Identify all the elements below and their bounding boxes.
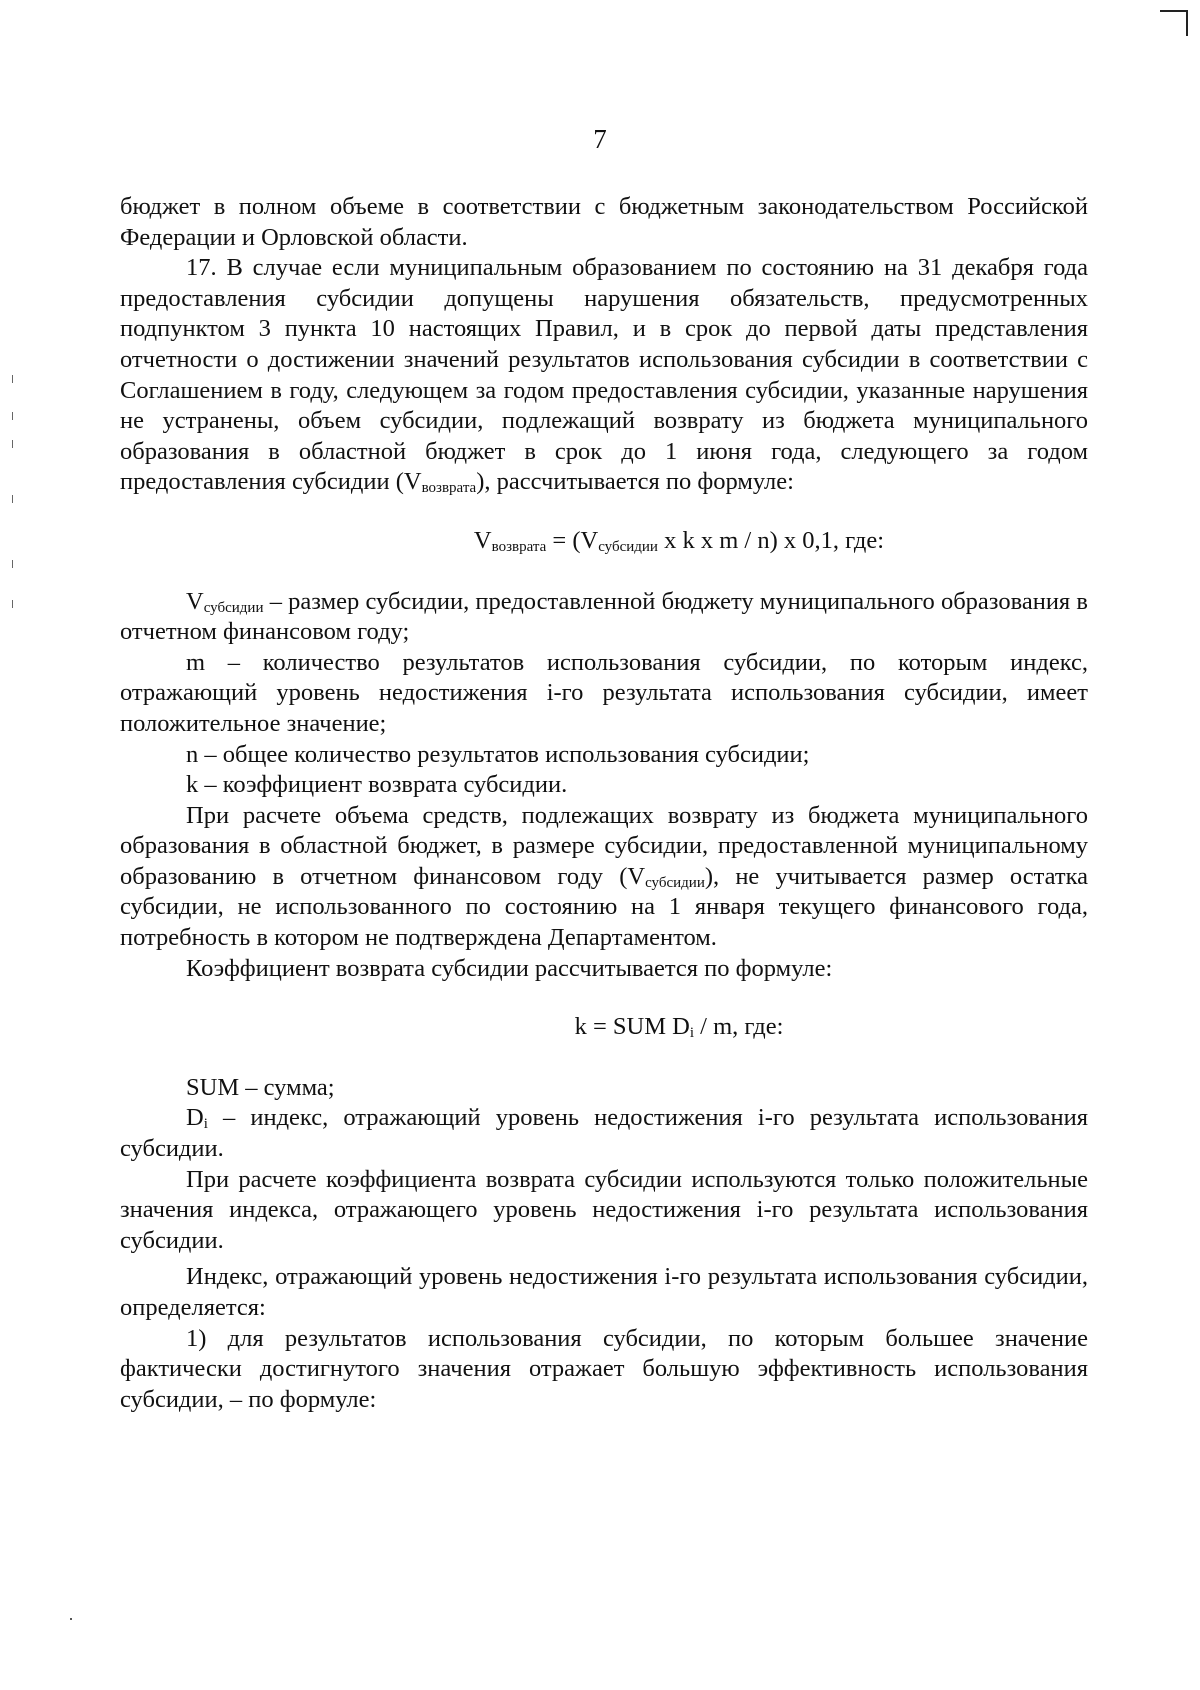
scan-artifact — [12, 560, 13, 568]
definition-di: $D_i$ – индекс, отражающий уровень недостижения i-го результата использования субсидии. — [120, 1104, 1088, 1163]
scan-artifact — [12, 375, 13, 383]
definition-k: k – коэффициент возврата субсидии. — [186, 771, 568, 799]
formula-coefficient: k = SUM $D_i$ / m, где: — [574, 1013, 784, 1042]
definition-m: m – количество результатов использования субсидии, по которым индекс, отражающий уровень недостижения i-го результата использования субсидии, имеет положительное значение; — [120, 648, 1088, 737]
formula-refund-volume: $V_{возврата} = (V_{субсидии}$ x k x m / n) x 0,1, где: — [473, 526, 885, 555]
scan-artifact — [12, 412, 13, 420]
document-body — [120, 192, 1088, 1415]
scan-corner-mark — [1160, 10, 1188, 36]
paragraph-positive-values: При расчете коэффициента возврата субсидии используются только положительные значения индекса, отражающего уровень недостижения i-го результата использования субсидии. — [120, 1165, 1088, 1254]
scan-artifact — [12, 440, 13, 448]
list-item-1: 1) для результатов использования субсидии, по которым большее значение фактически достигнутого значения отражает большую эффективность использования субсидии, – по формуле: — [120, 1324, 1088, 1413]
definition-v-subsidy: $V_{субсидии}$ – размер субсидии, предоставленной бюджету муниципального образования в отчетном финансовом году; — [120, 587, 1088, 646]
scan-artifact — [12, 495, 13, 503]
page-number: 7 — [593, 124, 607, 154]
scan-artifact — [12, 600, 13, 608]
definition-n: n – общее количество результатов использования субсидии; — [186, 740, 810, 768]
paragraph-coefficient-intro: Коэффициент возврата субсидии рассчитывается по формуле: — [186, 954, 833, 982]
paragraph-calculation-note: При расчете объема средств, подлежащих возврату из бюджета муниципального образования в областной бюджет, в размере субсидии, предоставленной муниципальному образованию в отчетном финансовом году $(V_{субсидии})$, не учитывается размер остатка субсидии, не использованного по состоянию на 1 января текущего финансового года, потребность в котором не подтверждена Департаментом. — [120, 801, 1088, 952]
definition-sum: SUM – сумма; — [186, 1073, 335, 1101]
paragraph-clause-17: 17. В случае если муниципальным образованием по состоянию на 31 декабря года предоставления субсидии допущены нарушения обязательств, предусмотренных подпунктом 3 пункта 10 настоящих Правил, и в срок до первой даты представления отчетности о достижении значений результатов использования субсидии в соответствии с Соглашением в году, следующем за годом предоставления субсидии, указанные нарушения не устранены, объем субсидии, подлежащий возврату из бюджета муниципального образования в областной бюджет в срок до 1 июня года, следующего за годом предоставления субсидии $(V_{возврата})$, рассчитывается по формуле: — [120, 254, 1088, 497]
paragraph-index-defined: Индекс, отражающий уровень недостижения i-го результата использования субсидии, определяется: — [120, 1263, 1088, 1321]
paragraph-budget-end: бюджет в полном объеме в соответствии с бюджетным законодательством Российской Федерации и Орловской области. — [120, 193, 1088, 251]
scan-artifact — [70, 1618, 72, 1620]
